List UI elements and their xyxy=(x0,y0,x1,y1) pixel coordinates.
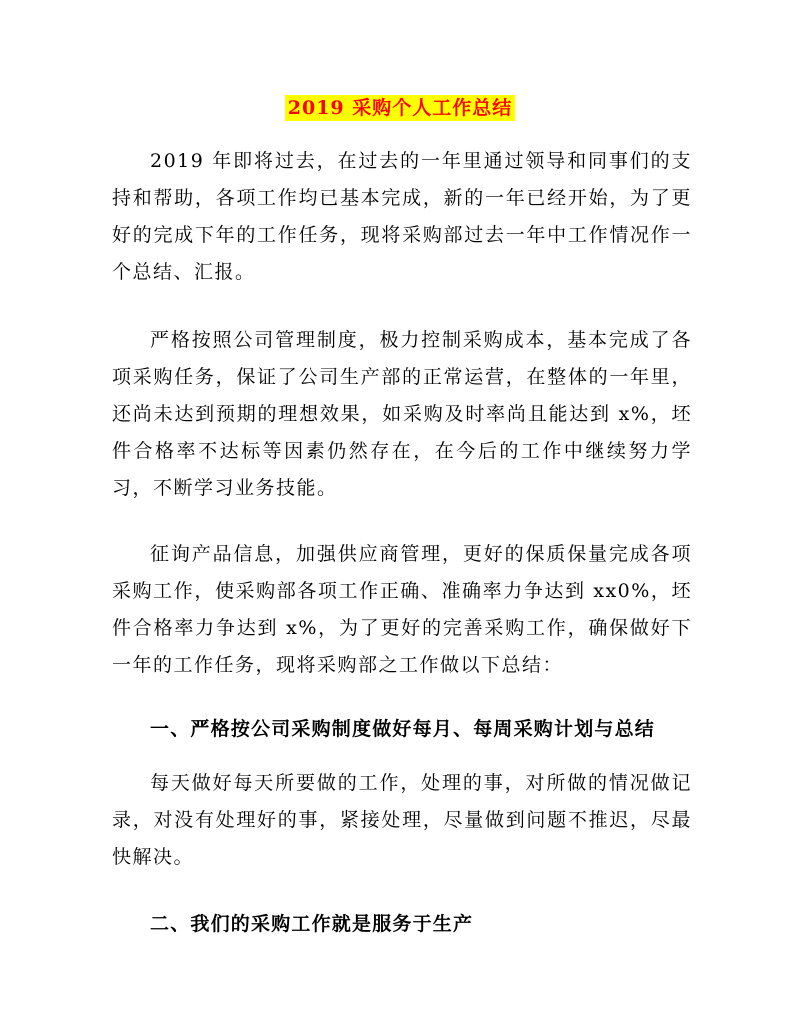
paragraph-supplier-management: 征询产品信息，加强供应商管理，更好的保质保量完成各项采购工作，使采购部各项工作正确、准确率力争达到 xx0%，坯件合格率力争达到 x%，为了更好的完善采购工作，确保做好下一年的工作任务，现将采购部之工作做以下总结： xyxy=(112,543,692,676)
paragraph-cost-control: 严格按照公司管理制度，极力控制采购成本，基本完成了各项采购任务，保证了公司生产部的正常运营，在整体的一年里，还尚未达到预期的理想效果，如采购及时率尚且能达到 x%，坯件合格率不达标等因素仍然存在，在今后的工作中继续努力学习，不断学习业务技能。 xyxy=(112,329,692,499)
paragraph-daily-work: 每天做好每天所要做的工作，处理的事，对所做的情况做记录，对没有处理好的事，紧接处理，尽量做到问题不推迟，尽最快解决。 xyxy=(112,772,692,868)
title-container xyxy=(0,95,800,121)
section-heading-1: 一、严格按公司采购制度做好每月、每周采购计划与总结 xyxy=(150,718,656,740)
document-title: 2019 采购个人工作总结 xyxy=(285,95,516,121)
paragraph-intro: 2019 年即将过去，在过去的一年里通过领导和同事们的支持和帮助，各项工作均已基本完成，新的一年已经开始，为了更好的完成下年的工作任务，现将采购部过去一年中工作情况作一个总结、汇报。 xyxy=(112,150,692,283)
section-heading-2: 二、我们的采购工作就是服务于生产 xyxy=(150,913,474,935)
